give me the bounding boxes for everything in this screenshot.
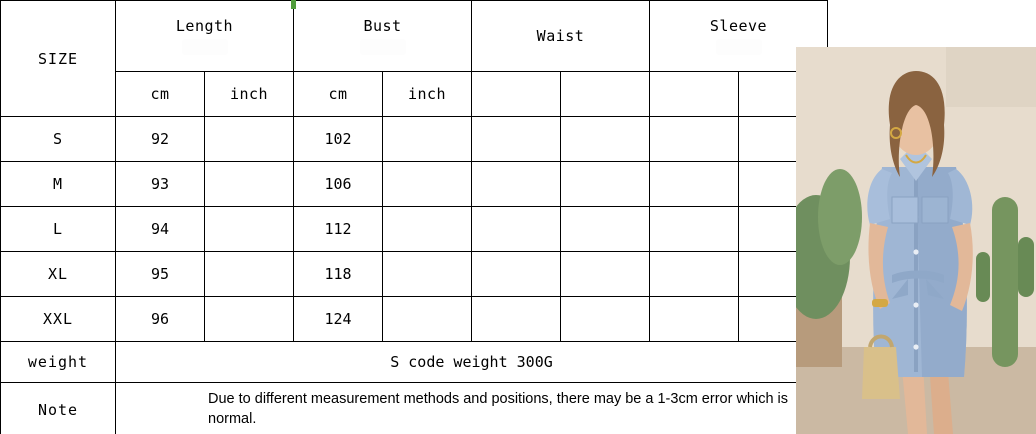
product-photo [796,47,1036,434]
cell-length-inch [205,162,294,207]
cell-bust-inch [383,162,472,207]
weight-value: S code weight 300G [116,342,828,383]
cell-waist-cm [472,117,561,162]
cell-bust-cm: 124 [294,297,383,342]
note-cell [116,383,828,434]
cell-bust-inch [383,252,472,297]
highlight-smudge-bust [360,39,406,55]
cell-length-cm: 92 [116,117,205,162]
weight-row [1,342,828,383]
header-size: SIZE [1,1,116,117]
cell-length-cm: 93 [116,162,205,207]
cell-sleeve-cm [650,117,739,162]
cell-length-inch [205,297,294,342]
table-header-groups [1,1,828,72]
cell-bust-inch [383,117,472,162]
cell-length-cm: 95 [116,252,205,297]
highlight-smudge-length [182,39,228,55]
row-size: S [1,117,116,162]
cell-bust-inch [383,297,472,342]
cell-sleeve-cm [650,252,739,297]
cell-length-cm: 94 [116,207,205,252]
row-size: XXL [1,297,116,342]
header-waist [472,1,650,72]
weight-label: weight [1,342,116,383]
green-marker [291,0,296,9]
cell-waist-inch [561,162,650,207]
unit-length-cm: cm [116,72,205,117]
table-row [1,207,828,252]
note-row [1,383,828,434]
cell-sleeve-cm [650,162,739,207]
table-header-units [1,72,828,117]
cell-waist-inch [561,117,650,162]
cell-bust-cm: 118 [294,252,383,297]
header-length [116,1,294,72]
cell-bust-cm: 112 [294,207,383,252]
header-bust [294,1,472,72]
header-waist-label: Waist [536,27,585,45]
row-size: L [1,207,116,252]
cell-waist-cm [472,297,561,342]
cell-sleeve-cm [650,207,739,252]
cell-waist-cm [472,207,561,252]
cell-length-inch [205,117,294,162]
cell-length-inch [205,207,294,252]
table-row [1,162,828,207]
cell-length-inch [205,252,294,297]
product-photo-illustration [796,47,1036,434]
cell-length-cm: 96 [116,297,205,342]
header-length-label: Length [175,17,234,35]
cell-waist-cm [472,252,561,297]
unit-sleeve-cm [650,72,739,117]
cell-waist-cm [472,162,561,207]
unit-waist-inch [561,72,650,117]
highlight-smudge-sleeve [716,39,762,55]
cell-sleeve-cm [650,297,739,342]
cell-bust-cm: 106 [294,162,383,207]
note-label: Note [1,383,116,434]
cell-waist-inch [561,252,650,297]
cell-waist-inch [561,297,650,342]
unit-bust-cm: cm [294,72,383,117]
row-size: XL [1,252,116,297]
unit-length-inch: inch [205,72,294,117]
cell-waist-inch [561,207,650,252]
row-size: M [1,162,116,207]
header-sleeve-label: Sleeve [709,17,768,35]
table-row [1,117,828,162]
header-bust-label: Bust [363,17,402,35]
note-value: Due to different measurement methods and positions, there may be a 1-3cm error which is normal. [208,391,789,427]
cell-bust-inch [383,207,472,252]
unit-bust-inch: inch [383,72,472,117]
table-row [1,297,828,342]
unit-waist-cm [472,72,561,117]
table-row [1,252,828,297]
cell-bust-cm: 102 [294,117,383,162]
